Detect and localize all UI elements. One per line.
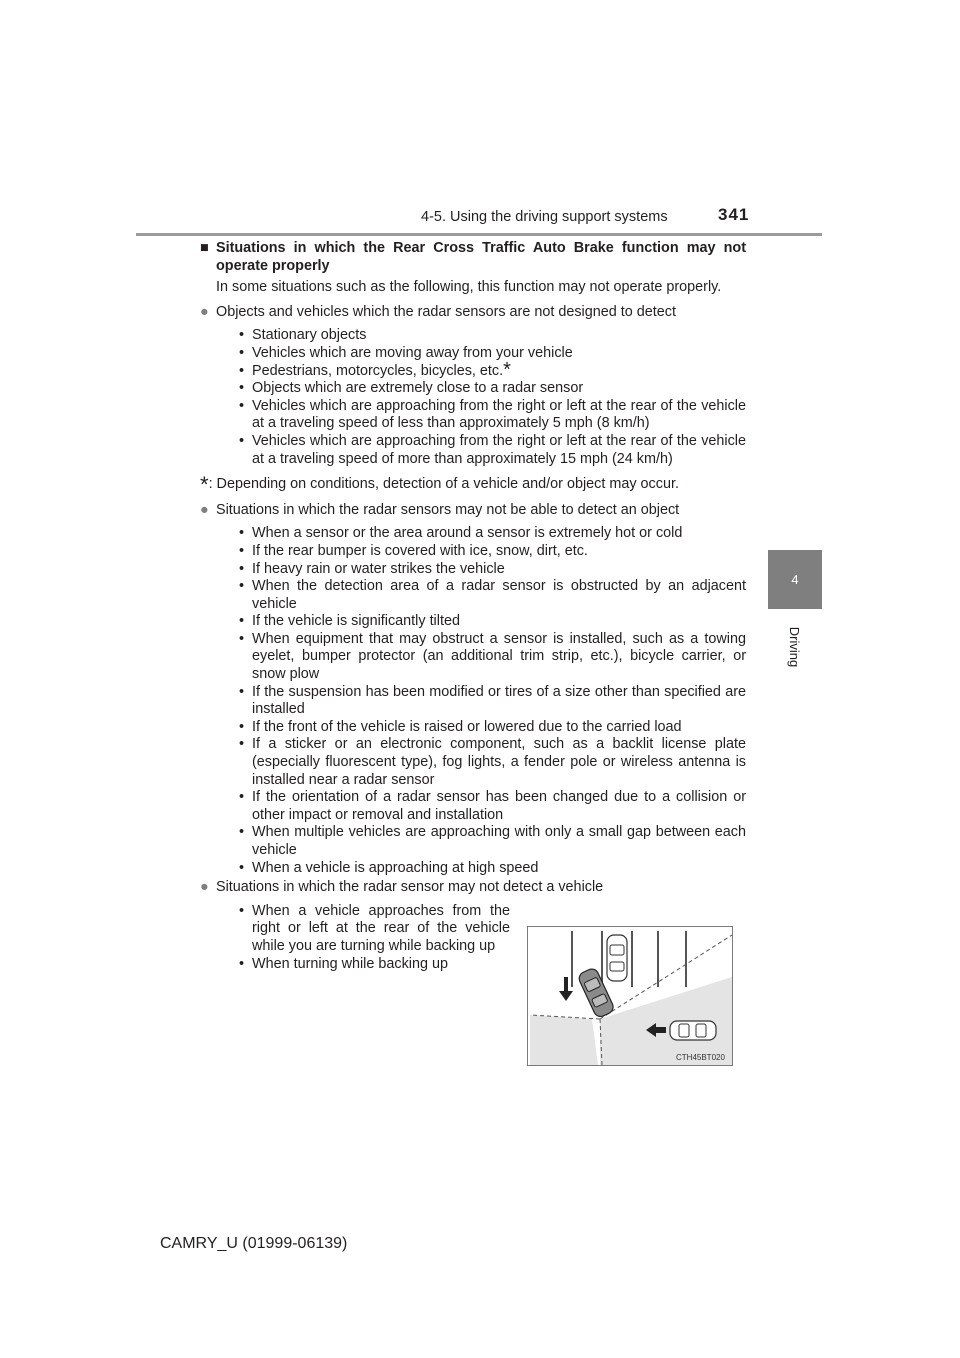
square-bullet-icon: ■	[200, 240, 209, 256]
left-detection-area	[530, 1015, 598, 1065]
list-item: • If the suspension has been modified or tires of a size other than specified are installed	[252, 684, 746, 719]
intro-paragraph: In some situations such as the following, this function may not operate properly.	[216, 279, 722, 296]
header-rule	[136, 233, 822, 236]
list-item: • Vehicles which are approaching from the right or left at the rear of the vehicle at a traveling speed of less than approximately 5 mph (8 km/h)	[252, 398, 746, 433]
parked-car	[607, 935, 627, 981]
circle-bullet-icon: ●	[200, 501, 209, 518]
list-item: • When the detection area of a radar sensor is obstructed by an adjacent vehicle	[252, 578, 746, 613]
backing-arrow-icon	[559, 977, 573, 1001]
list-item: • Objects which are extremely close to a radar sensor	[252, 380, 746, 398]
right-detection-area	[600, 977, 732, 1065]
group-title: ● Situations in which the radar sensors may not be able to detect an object	[200, 501, 680, 518]
list-item: • If the vehicle is significantly tilted	[252, 613, 746, 631]
list-item: • When multiple vehicles are approaching with only a small gap between each vehicle	[252, 824, 746, 859]
footnote-mark: *	[503, 358, 511, 381]
list-item: • Vehicles which are moving away from your vehicle	[252, 345, 746, 363]
approaching-car	[670, 1021, 716, 1040]
chapter-label: Driving	[787, 626, 802, 668]
parking-diagram-svg	[528, 927, 732, 1065]
list-item: • When a vehicle approaches from the right or left at the rear of the vehicle while you are turning while backing up	[252, 903, 510, 956]
list-item: • When turning while backing up	[252, 956, 510, 974]
circle-bullet-icon: ●	[200, 879, 209, 896]
list-item: • If the rear bumper is covered with ice, snow, dirt, etc.	[252, 543, 746, 561]
footnote-star: *	[200, 472, 209, 498]
section-title: 4-5. Using the driving support systems	[421, 209, 668, 225]
group1-list	[200, 327, 746, 468]
document-footer: CAMRY_U (01999-06139)	[160, 1235, 348, 1252]
circle-bullet-icon: ●	[200, 303, 209, 320]
group2-list	[200, 525, 746, 877]
list-item: • If the orientation of a radar sensor has been changed due to a collision or other impact or removal and installation	[252, 789, 746, 824]
list-item: • If heavy rain or water strikes the vehicle	[252, 561, 746, 579]
list-item: • When a sensor or the area around a sensor is extremely hot or cold	[252, 525, 746, 543]
section-heading: ■ Situations in which the Rear Cross Traffic Auto Brake function may not operate properly	[200, 240, 746, 274]
list-item: • When equipment that may obstruct a sensor is installed, such as a towing eyelet, bumper protector (an additional trim strip, etc.), bicycle carrier, or snow plow	[252, 631, 746, 684]
list-item: • Pedestrians, motorcycles, bicycles, etc.*	[252, 363, 746, 381]
page-number: 341	[718, 205, 750, 224]
group3-list	[200, 903, 510, 973]
footnote: *: Depending on conditions, detection of a vehicle and/or object may occur.	[200, 472, 679, 498]
list-item: • When a vehicle is approaching at high speed	[252, 860, 746, 878]
figure-code: CTH45BT020	[676, 1053, 725, 1062]
list-item: • Vehicles which are approaching from the right or left at the rear of the vehicle at a traveling speed of more than approximately 15 mph (24 km/h)	[252, 433, 746, 468]
chapter-tab: 4	[768, 550, 822, 609]
list-item: • If the front of the vehicle is raised or lowered due to the carried load	[252, 719, 746, 737]
list-item: • If a sticker or an electronic component, such as a backlit license plate (especially fluorescent type), fog lights, a fender pole or wireless antenna is installed near a radar sensor	[252, 736, 746, 789]
illustration	[527, 926, 733, 1066]
list-item: • Stationary objects	[252, 327, 746, 345]
group-title: ● Objects and vehicles which the radar sensors are not designed to detect	[200, 303, 676, 320]
main-content	[200, 240, 746, 979]
group-title: ● Situations in which the radar sensor may not detect a vehicle	[200, 879, 604, 896]
